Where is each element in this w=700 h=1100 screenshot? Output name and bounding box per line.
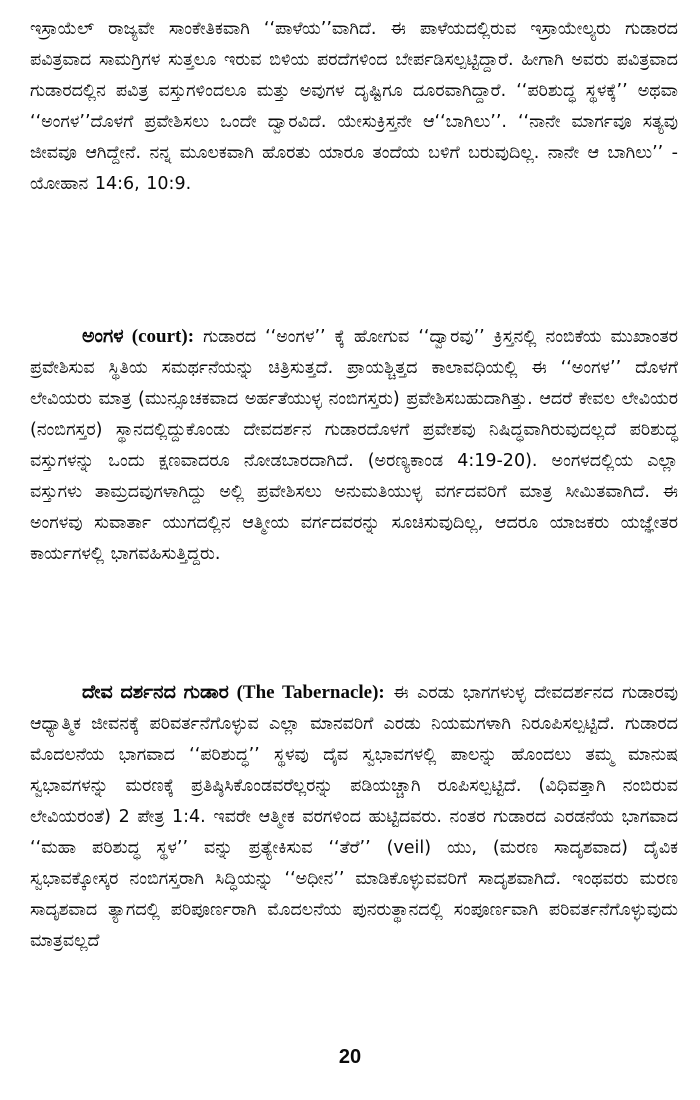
section-heading-court: ಅಂಗಳ (court):: [82, 326, 195, 347]
section-heading-tabernacle: ದೇವ ದರ್ಶನದ ಗುಡಾರ (The Tabernacle):: [82, 682, 385, 703]
paragraph-camp-text: ಇಸ್ರಾಯೆಲ್ ರಾಜ್ಯವೇ ಸಾಂಕೇತಿಕವಾಗಿ ‘‘ಪಾಳೆಯ’’ವಾಗಿದೆ. ಈ ಪಾಳೆಯದಲ್ಲಿರುವ ಇಸ್ರಾಯೇಲ್ಯರು ಗುಡಾರದ ಪವಿತ್ರವಾದ ಸಾಮಗ್ರಿಗಳ ಸುತ್ತಲೂ ಇರುವ ಬಿಳಿಯ ಪರದೆಗಳಿಂದ ಬೇರ್ಪಡಿಸಲ್ಪಟ್ಟಿದ್ದಾರೆ. ಹೀಗಾಗಿ ಅವರು ಪವಿತ್ರವಾದ ಗುಡಾರದಲ್ಲಿನ ಪವಿತ್ರ ವಸ್ತುಗಳಿಂದಲೂ ಮತ್ತು ಅವುಗಳ ದೃಷ್ಟಿಗೂ ದೂರವಾಗಿದ್ದಾರೆ. ‘‘ಪರಿಶುದ್ಧ ಸ್ಥಳಕ್ಕೆ’’ ಅಥವಾ ‘‘ಅಂಗಳ’’ದೊಳಗೆ ಪ್ರವೇಶಿಸಲು ಒಂದೇ ದ್ವಾರವಿದೆ. ಯೇಸುಕ್ರಿಸ್ತನೇ ಆ‘‘ಬಾಗಿಲು’’. ‘‘ನಾನೇ ಮಾರ್ಗವೂ ಸತ್ಯವು ಜೀವವೂ ಆಗಿದ್ದೇನೆ. ನನ್ನ ಮೂಲಕವಾಗಿ ಹೊರತು ಯಾರೂ ತಂದೆಯ ಬಳಿಗೆ ಬರುವುದಿಲ್ಲ. ನಾನೇ ಆ ಬಾಗಿಲು’’ - ಯೋಹಾನ 14:6, 10:9.: [30, 19, 678, 194]
paragraph-court: [30, 321, 678, 570]
paragraph-tabernacle-text: ಈ ಎರಡು ಭಾಗಗಳುಳ್ಳ ದೇವದರ್ಶನದ ಗುಡಾರವು ಆಧ್ಯಾತ್ಮಿಕ ಜೀವನಕ್ಕೆ ಪರಿವರ್ತನೆಗೊಳ್ಳುವ ಎಲ್ಲಾ ಮಾನವರಿಗೆ ಎರಡು ನಿಯಮಗಳಾಗಿ ನಿರೂಪಿಸಲ್ಪಟ್ಟಿದೆ. ಗುಡಾರದ ಮೊದಲನೆಯ ಭಾಗವಾದ ‘‘ಪರಿಶುದ್ಧ’’ ಸ್ಥಳವು ದೈವ ಸ್ವಭಾವಗಳಲ್ಲಿ ಪಾಲನ್ನು ಹೊಂದಲು ತಮ್ಮ ಮಾನುಷ ಸ್ವಭಾವಗಳನ್ನು ಮರಣಕ್ಕೆ ಪ್ರತಿಷ್ಠಿಸಿಕೊಂಡವರೆಲ್ಲರನ್ನು ಪಡಿಯಚ್ಚಾಗಿ ರೂಪಿಸಲ್ಪಟ್ಟಿದೆ. (ವಿಧಿವತ್ತಾಗಿ ನಂಬಿರುವ ಲೇವಿಯರಂತೆ) 2 ಪೇತ್ರ 1:4. ಇವರೇ ಆತ್ಮೀಕ ವರಗಳಿಂದ ಹುಟ್ಟಿದವರು. ನಂತರ ಗುಡಾರದ ಎರಡನೆಯ ಭಾಗವಾದ ‘‘ಮಹಾ ಪರಿಶುದ್ಧ ಸ್ಥಳ’’ ವನ್ನು ಪ್ರತ್ಯೇಕಿಸುವ ‘‘ತೆರೆ’’ (veil) ಯು, (ಮರಣ ಸಾದೃಶವಾದ) ದೈವಿಕ ಸ್ವಭಾವಕ್ಕೋಸ್ಕರ ನಂಬಿಗಸ್ತರಾಗಿ ಸಿದ್ಧಿಯನ್ನು ‘‘ಅಧೀನ’’ ಮಾಡಿಕೊಳ್ಳುವವರಿಗೆ ಸಾದೃಶವಾಗಿದೆ. ಇಂಥವರು ಮರಣ ಸಾದೃಶವಾದ ತ್ಯಾಗದಲ್ಲಿ ಪರಿಪೂರ್ಣರಾಗಿ ಮೊದಲನೆಯ ಪುನರುತ್ಥಾನದಲ್ಲಿ ಸಂಪೂರ್ಣವಾಗಿ ಪರಿವರ್ತನೆಗೊಳ್ಳುವುದು ಮಾತ್ರವಲ್ಲದೆ: [30, 683, 678, 951]
paragraph-court-text: ಗುಡಾರದ ‘‘ಅಂಗಳ’’ ಕ್ಕೆ ಹೋಗುವ ‘‘ದ್ವಾರವು’’ ಕ್ರಿಸ್ತನಲ್ಲಿ ನಂಬಿಕೆಯ ಮುಖಾಂತರ ಪ್ರವೇಶಿಸುವ ಸ್ಥಿತಿಯ ಸಮರ್ಥನೆಯನ್ನು ಚಿತ್ರಿಸುತ್ತದೆ. ಪ್ರಾಯಶ್ಚಿತ್ತದ ಕಾಲಾವಧಿಯಲ್ಲಿ ಈ ‘‘ಅಂಗಳ’’ ದೊಳಗೆ ಲೇವಿಯರು ಮಾತ್ರ (ಮುನ್ಸೂಚಕವಾದ ಅರ್ಹತೆಯುಳ್ಳ ನಂಬಿಗಸ್ತರು) ಪ್ರವೇಶಿಸಬಹುದಾಗಿತ್ತು. ಆದರೆ ಕೇವಲ ಲೇವಿಯರ (ನಂಬಿಗಸ್ತರ) ಸ್ಥಾನದಲ್ಲಿದ್ದುಕೊಂಡು ದೇವದರ್ಶನ ಗುಡಾರದೊಳಗೆ ಪ್ರವೇಶವು ನಿಷಿದ್ಧವಾಗಿರುವುದಲ್ಲದೆ ಪರಿಶುದ್ಧ ವಸ್ತುಗಳನ್ನು ಒಂದು ಕ್ಷಣವಾದರೂ ನೋಡಬಾರದಾಗಿದೆ. (ಅರಣ್ಯಕಾಂಡ 4:19-20). ಅಂಗಳದಲ್ಲಿಯ ಎಲ್ಲಾ ವಸ್ತುಗಳು ತಾಮ್ರದವುಗಳಾಗಿದ್ದು ಅಲ್ಲಿ ಪ್ರವೇಶಿಸಲು ಅನುಮತಿಯುಳ್ಳ ವರ್ಗದವರಿಗೆ ಮಾತ್ರ ಸೀಮಿತವಾಗಿದೆ. ಈ ಅಂಗಳವು ಸುವಾರ್ತಾ ಯುಗದಲ್ಲಿನ ಆತ್ಮೀಯ ವರ್ಗದವರನ್ನು ಸೂಚಿಸುವುದಿಲ್ಲ, ಆದರೂ ಯಾಜಕರು ಯಜ್ಞೇತರ ಕಾರ್ಯಗಳಲ್ಲಿ ಭಾಗವಹಿಸುತ್ತಿದ್ದರು.: [30, 327, 678, 564]
page-number: 20: [338, 1046, 362, 1068]
paragraph-tabernacle: [30, 677, 678, 957]
paragraph-camp: [30, 14, 678, 200]
